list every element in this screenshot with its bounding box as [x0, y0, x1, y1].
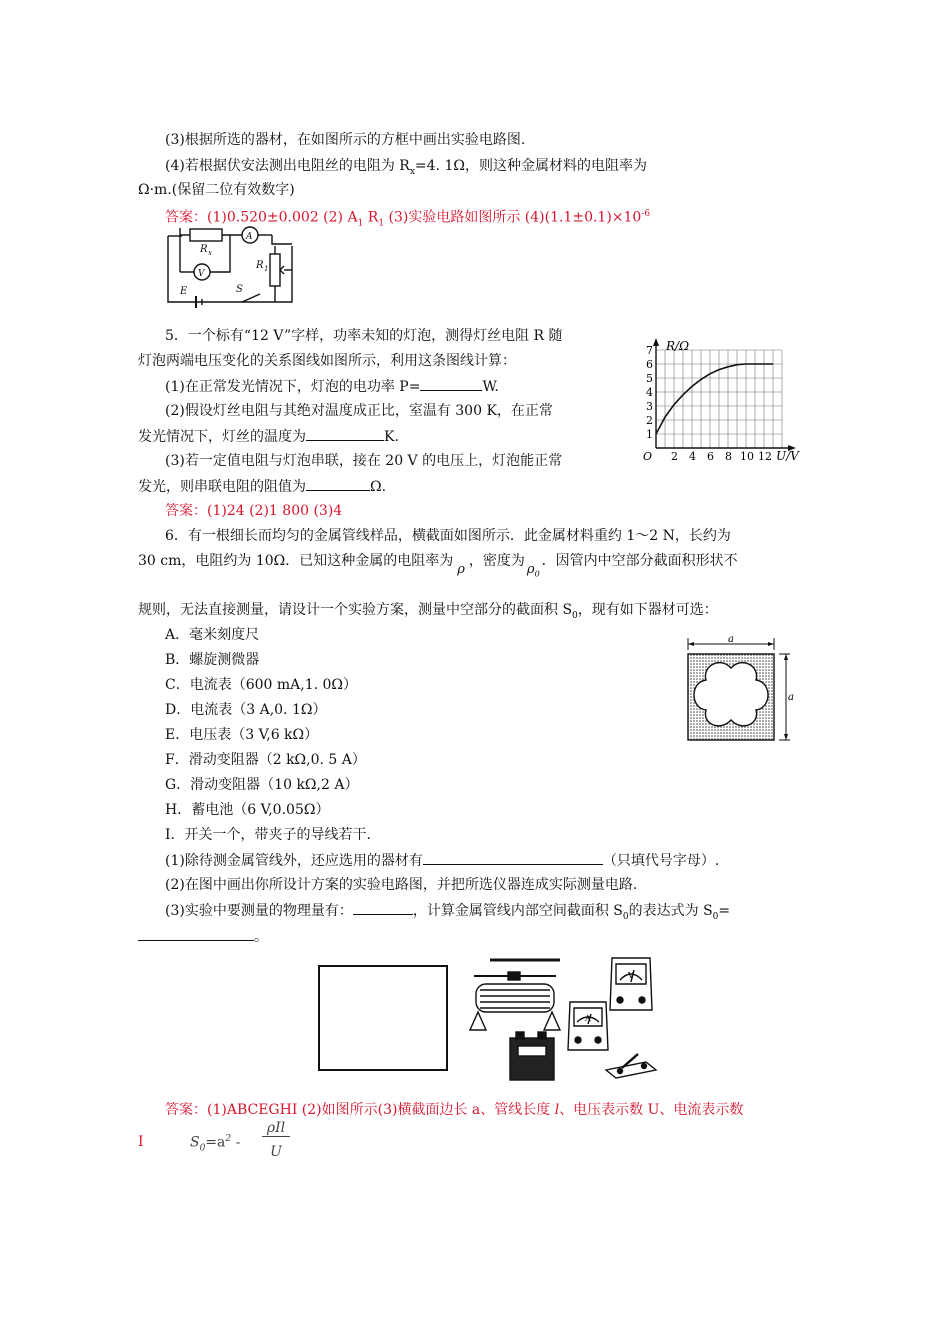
rho0-sub: 0 — [534, 569, 540, 579]
q4-answer-sub2: 1 — [378, 218, 385, 229]
chart-tick-labels — [643, 344, 772, 463]
option-d: D．电流表（3 A,0. 1Ω） — [165, 702, 327, 718]
q6-line2-a: 30 cm，电阻约为 10Ω．已知这种金属的电阻率为 — [138, 553, 454, 569]
q6-sub3-a: (3)实验中要测量的物理量有： — [165, 903, 353, 919]
q4-answer-d: (3)实验电路如图所示 (4)(1.1±0.1)×10 — [384, 209, 642, 226]
y-tick-label: 7 — [646, 344, 653, 357]
q4-line4c: Ω·m.(保留二位有效数字) — [138, 182, 295, 198]
option-a: A．毫米刻度尺 — [165, 627, 260, 643]
q5-line7-a: 发光，则串联电阻的阻值为 — [138, 479, 306, 495]
q6-blank-equipment[interactable] — [423, 850, 603, 865]
rx-resistor — [190, 229, 222, 241]
q6-sub2: (2)在图中画出你所设计方案的实验电路图，并把所选仪器连成实际测量电路. — [165, 877, 638, 893]
q4-answer-c: R — [363, 209, 379, 226]
label-a-top: a — [728, 634, 734, 645]
circuit-diagram — [160, 224, 310, 306]
q6-line2-b: ，密度为 — [468, 553, 525, 569]
y-tick-label: 2 — [646, 414, 653, 427]
q6-answer-b: 、电压表示数 U、电流表示数 — [559, 1102, 744, 1118]
q6-line3-b: ，现有如下器材可选： — [577, 602, 718, 618]
q6-blank-formula[interactable] — [138, 926, 254, 941]
formula-s-sub: 0 — [199, 1143, 206, 1154]
y-tick-label: 5 — [646, 372, 653, 385]
q5-line3 — [165, 376, 499, 397]
q6-sub3-b: ，计算金属管线内部空间截面积 S — [412, 903, 623, 919]
q6-sub3-sub: 0 — [622, 911, 629, 922]
q5-line5 — [138, 426, 399, 447]
q5-line5-b: K. — [384, 429, 399, 445]
formula-denominator: U — [270, 1144, 282, 1160]
label-s: S — [236, 284, 243, 295]
x-tick-label: 4 — [689, 450, 696, 463]
rho0-rho: ρ — [526, 562, 535, 577]
q6-sub3-e: 。 — [254, 929, 268, 945]
q6-sub3-d: = — [718, 903, 731, 919]
formula-lhs — [190, 1134, 240, 1153]
ammeter-device — [568, 1002, 608, 1050]
x-tick-label: 2 — [671, 450, 678, 463]
q6-answer-i: I — [138, 1134, 144, 1150]
label-e: E — [180, 286, 188, 297]
y-axis-arrow — [653, 338, 659, 346]
y-tick-label: 1 — [646, 428, 653, 441]
option-i: I．开关一个，带夹子的导线若干. — [165, 827, 371, 843]
y-tick-label: 3 — [646, 400, 653, 413]
label-ammeter: A — [246, 232, 253, 242]
q6-sub3-c: 的表达式为 S — [628, 903, 713, 919]
y-tick-label: 4 — [646, 386, 653, 399]
q6-line3-a: 规则，无法直接测量，请设计一个实验方案，测量中空部分的截面积 S — [138, 602, 573, 618]
q4-answer-b: ±0.002 (2) A — [266, 209, 358, 226]
option-c: C．电流表（600 mA,1. 0Ω） — [165, 677, 358, 693]
rho-symbol: ρ — [457, 562, 465, 577]
q4-answer-a: 答案：(1)0.520 — [165, 209, 267, 226]
q6-blank-quantities[interactable] — [353, 900, 413, 915]
q5-line1: 5．一个标有“12 V”字样，功率未知的灯泡，测得灯丝电阻 R 随 — [165, 328, 563, 344]
y-tick-label: 6 — [646, 358, 653, 371]
chart-xlabel: U/V — [776, 449, 799, 463]
q5-blank-resistance[interactable] — [306, 476, 370, 491]
chart-ylabel: R/Ω — [666, 339, 690, 353]
q4-line4-sub: x — [409, 166, 415, 177]
q6-sub1-b: （只填代号字母）. — [602, 853, 720, 869]
option-e: E．电压表（3 V,6 kΩ） — [165, 727, 319, 743]
q5-blank-temp[interactable] — [306, 426, 384, 441]
voltmeter-label: V — [628, 971, 634, 980]
q5-line3-b: W. — [482, 379, 499, 395]
q5-line3-a: (1)在正常发光情况下，灯泡的电功率 P= — [165, 379, 421, 395]
label-voltmeter: V — [198, 269, 205, 279]
option-h: H．蓄电池（6 V,0.05Ω） — [165, 802, 330, 818]
q6-answer-a: 答案：(1)ABCEGHI (2)如图所示(3)横截面边长 a、管线长度 — [165, 1102, 555, 1118]
q6-sub1-a: (1)除待测金属管线外，还应选用的器材有 — [165, 853, 423, 869]
chart-series-line — [656, 364, 773, 434]
q4-line4 — [165, 156, 815, 182]
q5-answer: 答案：(1)24 (2)1 800 (3)4 — [165, 503, 343, 519]
q6-line2-c: ．因管内中空部分截面积形状不 — [541, 553, 738, 569]
option-f: F．滑动变阻器（2 kΩ,0. 5 A） — [165, 752, 366, 768]
label-r1: R — [256, 260, 264, 271]
q4-answer-sub1: 1 — [357, 218, 364, 229]
q5-line4: (2)假设灯丝电阻与其绝对温度成正比，室温有 300 K，在正常 — [165, 403, 553, 419]
q5-line7 — [138, 476, 386, 497]
q4-line4-a: (4)若根据伏安法测出电阻丝的电阻为 R — [165, 158, 410, 174]
q6-sub3c-sub: 0 — [712, 911, 719, 922]
rho0-symbol — [527, 562, 540, 577]
circuit-drawing-box[interactable] — [318, 965, 448, 1071]
formula-eq: =a — [205, 1134, 226, 1151]
voltmeter-device — [610, 958, 652, 1010]
q5-line2: 灯泡两端电压变化的关系图线如图所示，利用这条图线计算： — [138, 353, 516, 369]
rheostat — [470, 972, 560, 1030]
x-tick-label: 8 — [725, 450, 732, 463]
label-a-side: a — [788, 692, 794, 703]
q5-line5-a: 发光情况下，灯丝的温度为 — [138, 429, 306, 445]
q4-line3: (3)根据所选的器材，在如图所示的方框中画出实验电路图. — [165, 132, 526, 148]
label-r1-sub: 1 — [264, 265, 269, 273]
q6-line3-sub: 0 — [572, 610, 578, 621]
q4-line4-b: =4. 1Ω，则这种金属材料的电阻率为 — [414, 158, 647, 174]
q6-line3 — [138, 600, 718, 626]
x-tick-label: O — [643, 450, 653, 463]
q5-blank-power[interactable] — [420, 376, 482, 391]
ammeter-label: A — [585, 1014, 591, 1023]
x-tick-label: 6 — [707, 450, 714, 463]
formula-s: S — [190, 1134, 200, 1151]
label-rx: R — [200, 244, 208, 255]
switch-device — [606, 1054, 656, 1078]
r-u-chart — [640, 336, 800, 466]
q6-sub1 — [165, 850, 719, 871]
x-tick-label: 10 — [740, 450, 754, 463]
q6-line1: 6．有一根细长而均匀的金属管线样品，横截面如图所示．此金属材料重约 1～2 N，长约为 — [165, 528, 731, 544]
q4-answer-exp: -6 — [641, 209, 651, 219]
q6-line2 — [138, 551, 738, 577]
q6-sub3 — [165, 900, 730, 927]
option-g: G．滑动变阻器（10 kΩ,2 A） — [165, 777, 359, 793]
q5-line7-b: Ω. — [370, 479, 387, 495]
q6-sub3-cont — [138, 926, 268, 947]
x-tick-label: 12 — [758, 450, 772, 463]
formula-sq: 2 — [225, 1134, 232, 1144]
battery-device — [510, 1032, 554, 1080]
q6-answer-l: l — [554, 1102, 560, 1118]
label-rx-sub: x — [208, 249, 212, 257]
formula-minus: - — [231, 1134, 241, 1151]
q5-line6: (3)若一定值电阻与灯泡串联，接在 20 V 的电压上，灯泡能正常 — [165, 453, 563, 469]
formula-numerator: ρIl — [262, 1120, 290, 1137]
apparatus-illustration — [460, 950, 660, 1085]
q6-answer — [165, 1100, 743, 1120]
cross-section-figure — [678, 636, 798, 746]
r1-rheostat — [270, 254, 280, 286]
option-b: B．螺旋测微器 — [165, 652, 260, 668]
